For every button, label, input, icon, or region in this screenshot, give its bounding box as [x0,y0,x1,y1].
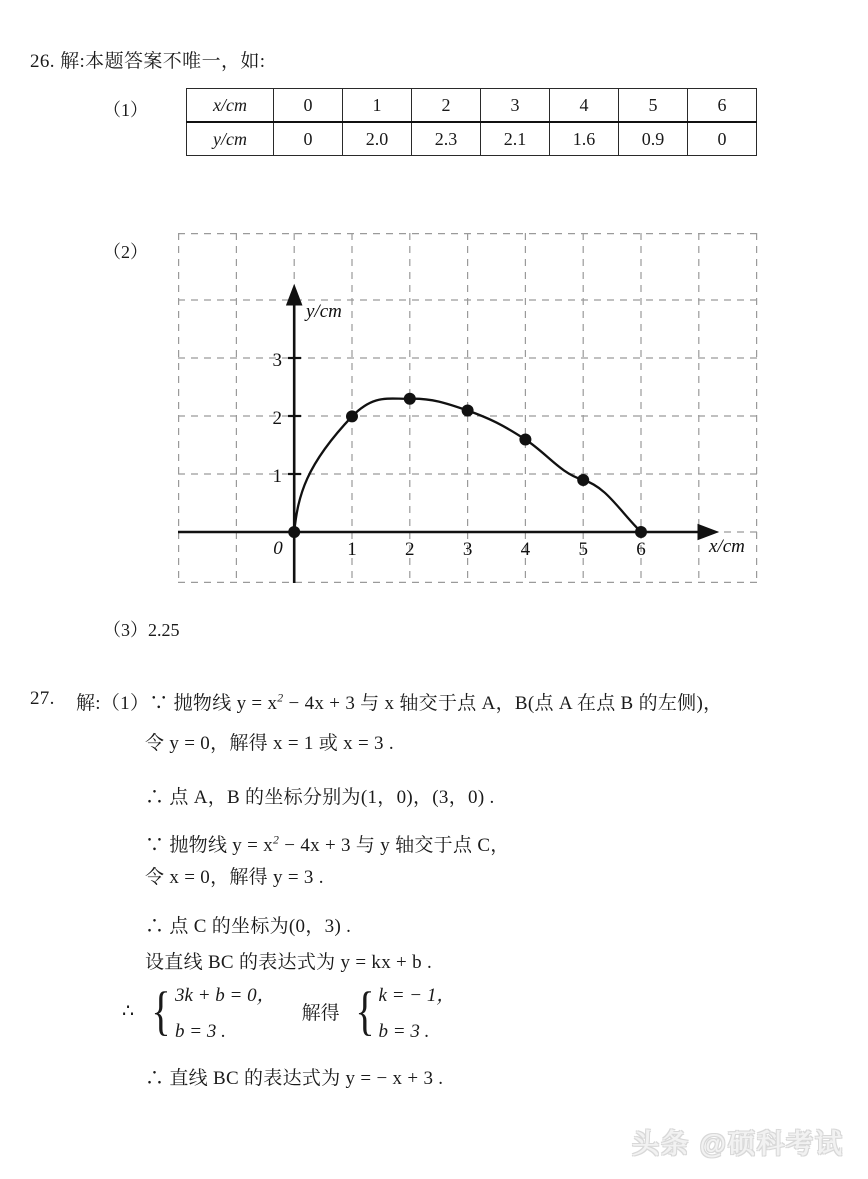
table-cell-y-5: 0.9 [619,122,688,156]
y-tick-label-1: 1 [272,466,282,487]
problem-27-line-4a: ∵ 抛物线 y = x [145,835,274,856]
left-equations [175,980,276,1043]
data-point-1 [346,410,358,422]
x-tick-label-6: 6 [636,539,646,560]
parabola-graph [178,233,760,583]
right-brace-icon: { [354,981,375,1042]
problem-27-line-4-exponent: 2 [273,833,280,847]
table-header-x: x/cm [187,89,274,123]
problem-27-line-2: 令 y = 0，解得 x = 1 或 x = 3 . [145,733,394,754]
x-tick-label-2: 2 [405,539,415,560]
table-cell-y-2: 2.3 [412,122,481,156]
data-point-0 [288,526,300,538]
left-equation-1: 3k + b = 0， [175,985,276,1006]
left-equation-group [148,980,276,1043]
x-tick-label-5: 5 [578,539,588,560]
problem-27-line-7: 设直线 BC 的表达式为 y = kx + b . [145,952,433,973]
problem-27-line-1 [76,688,722,715]
right-equation-2: b = 3 . [378,1021,430,1042]
problem-27-number: 27. [30,688,55,709]
data-point-3 [462,405,474,417]
data-point-4 [519,434,531,446]
y-axis-label: y/cm [306,301,342,322]
x-tick-label-1: 1 [347,539,357,560]
xy-data-table [186,88,757,156]
y-tick-label-3: 3 [272,350,282,371]
table-cell-y-3: 2.1 [481,122,550,156]
therefore-symbol: ∴ [122,1001,135,1022]
data-point-5 [577,474,589,486]
table-cell-y-6: 0 [688,122,757,156]
problem-26-heading: 26. 解:本题答案不唯一，如: [30,51,266,72]
table-cell-x-4: 4 [550,89,619,123]
problem-27-line-5: 令 x = 0，解得 y = 3 . [145,867,324,888]
right-equations [379,980,456,1043]
x-tick-label-3: 3 [462,539,473,560]
problem-27-line-4b: − 4x + 3 与 y 轴交于点 C， [279,835,510,856]
table-cell-x-5: 5 [619,89,688,123]
right-equation-group [352,980,456,1043]
table-cell-y-0: 0 [274,122,343,156]
x-tick-label-0: 0 [273,538,283,559]
data-point-6 [635,526,647,538]
problem-26-part1-label: （1） [103,100,148,120]
left-brace-icon: { [151,981,171,1042]
problem-27-line-4 [145,830,510,857]
problem-26-part3-label: （3）2.25 [103,620,180,640]
left-equation-2: b = 3 . [175,1021,226,1042]
data-point-2 [404,393,416,405]
data-points [288,393,647,538]
table-cell-y-1: 2.0 [343,122,412,156]
watermark: 头条 @硕科考试 [632,1129,844,1159]
problem-26-part2-label: （2） [103,242,148,262]
graph-svg [178,233,760,583]
table-cell-x-6: 6 [688,89,757,123]
table-cell-x-2: 2 [412,89,481,123]
problem-27-line-8: ∴ 直线 BC 的表达式为 y = − x + 3 . [145,1068,444,1089]
solve-label: 解得 [301,1003,340,1024]
equation-system-block [122,980,455,1043]
problem-27-line-6: ∴ 点 C 的坐标为(0，3) . [145,916,352,937]
table-cell-x-3: 3 [481,89,550,123]
table-row-x [187,89,757,123]
problem-27-line-1b: − 4x + 3 与 x 轴交于点 A，B(点 A 在点 B 的左侧)， [283,693,723,714]
x-tick-label-4: 4 [520,539,531,560]
table-cell-y-4: 1.6 [550,122,619,156]
problem-27-line-3: ∴ 点 A，B 的坐标分别为(1，0)，(3，0) . [145,787,495,808]
table-row-y [187,122,757,156]
y-tick-label-2: 2 [272,408,282,429]
x-axis-label: x/cm [709,536,745,557]
right-equation-1: k = − 1， [378,985,456,1006]
table-header-y: y/cm [187,122,274,156]
problem-27-line-1a: 解:（1）∵ 抛物线 y = x [76,693,278,714]
table-cell-x-1: 1 [343,89,412,123]
problem-27-line-1-exponent: 2 [277,691,284,705]
table-cell-x-0: 0 [274,89,343,123]
